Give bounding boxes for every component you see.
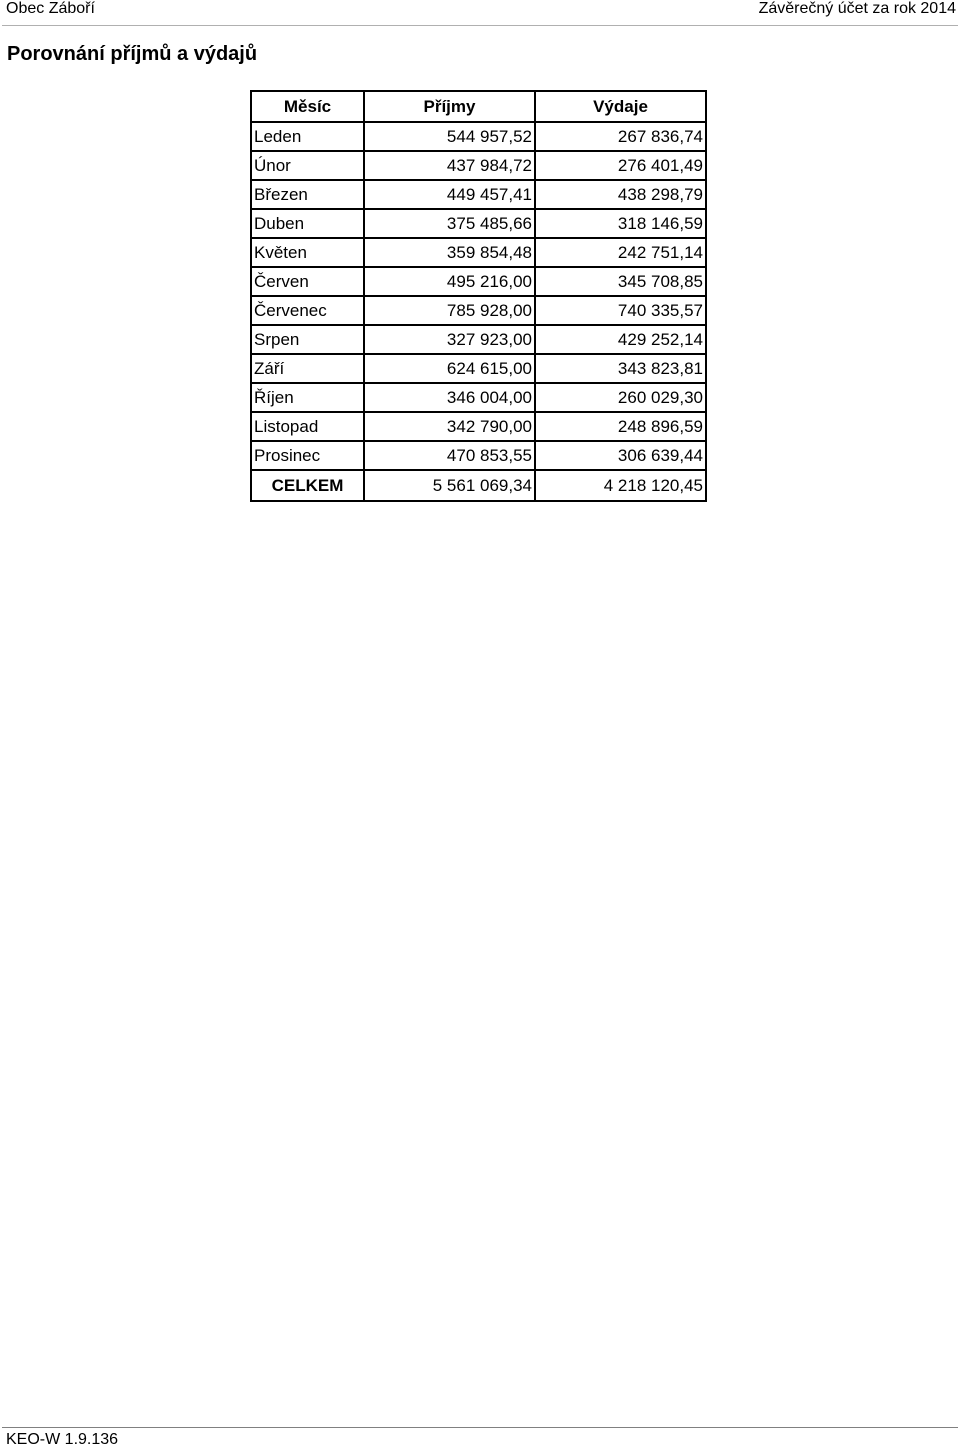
table-row	[251, 296, 706, 325]
page-title: Porovnání příjmů a výdajů	[7, 43, 258, 65]
income-cell: 359 854,48	[364, 238, 535, 267]
document-title: Závěrečný účet za rok 2014	[758, 0, 956, 17]
expense-cell: 276 401,49	[535, 151, 706, 180]
expense-cell: 345 708,85	[535, 267, 706, 296]
month-cell: Květen	[251, 238, 364, 267]
total-label: CELKEM	[251, 470, 364, 501]
month-cell: Říjen	[251, 383, 364, 412]
month-cell: Červen	[251, 267, 364, 296]
month-cell: Leden	[251, 122, 364, 151]
comparison-table	[250, 90, 707, 502]
income-cell: 346 004,00	[364, 383, 535, 412]
income-cell: 449 457,41	[364, 180, 535, 209]
municipality-name: Obec Záboří	[6, 0, 95, 17]
table-row	[251, 122, 706, 151]
month-cell: Srpen	[251, 325, 364, 354]
table-row	[251, 354, 706, 383]
column-header-expense: Výdaje	[535, 91, 706, 122]
income-cell: 624 615,00	[364, 354, 535, 383]
month-cell: Září	[251, 354, 364, 383]
total-expense: 4 218 120,45	[535, 470, 706, 501]
expense-cell: 260 029,30	[535, 383, 706, 412]
month-cell: Prosinec	[251, 441, 364, 470]
table-row	[251, 180, 706, 209]
expense-cell: 267 836,74	[535, 122, 706, 151]
income-cell: 375 485,66	[364, 209, 535, 238]
header-divider	[2, 25, 958, 26]
expense-cell: 242 751,14	[535, 238, 706, 267]
table-row	[251, 383, 706, 412]
expense-cell: 438 298,79	[535, 180, 706, 209]
table-row	[251, 209, 706, 238]
table-row	[251, 238, 706, 267]
software-version: KEO-W 1.9.136	[6, 1431, 119, 1448]
table-row	[251, 412, 706, 441]
month-cell: Únor	[251, 151, 364, 180]
table-row	[251, 441, 706, 470]
income-cell: 470 853,55	[364, 441, 535, 470]
column-header-month: Měsíc	[251, 91, 364, 122]
expense-cell: 343 823,81	[535, 354, 706, 383]
month-cell: Listopad	[251, 412, 364, 441]
income-cell: 437 984,72	[364, 151, 535, 180]
footer-divider	[2, 1427, 958, 1428]
income-cell: 495 216,00	[364, 267, 535, 296]
table-row	[251, 151, 706, 180]
table-row	[251, 325, 706, 354]
column-header-income: Příjmy	[364, 91, 535, 122]
total-income: 5 561 069,34	[364, 470, 535, 501]
table-row	[251, 267, 706, 296]
month-cell: Červenec	[251, 296, 364, 325]
expense-cell: 740 335,57	[535, 296, 706, 325]
total-row	[251, 470, 706, 501]
expense-cell: 318 146,59	[535, 209, 706, 238]
income-cell: 327 923,00	[364, 325, 535, 354]
page-header	[0, 0, 960, 26]
income-cell: 544 957,52	[364, 122, 535, 151]
income-cell: 342 790,00	[364, 412, 535, 441]
table-header-row	[251, 91, 706, 122]
month-cell: Březen	[251, 180, 364, 209]
month-cell: Duben	[251, 209, 364, 238]
income-cell: 785 928,00	[364, 296, 535, 325]
expense-cell: 248 896,59	[535, 412, 706, 441]
expense-cell: 306 639,44	[535, 441, 706, 470]
expense-cell: 429 252,14	[535, 325, 706, 354]
